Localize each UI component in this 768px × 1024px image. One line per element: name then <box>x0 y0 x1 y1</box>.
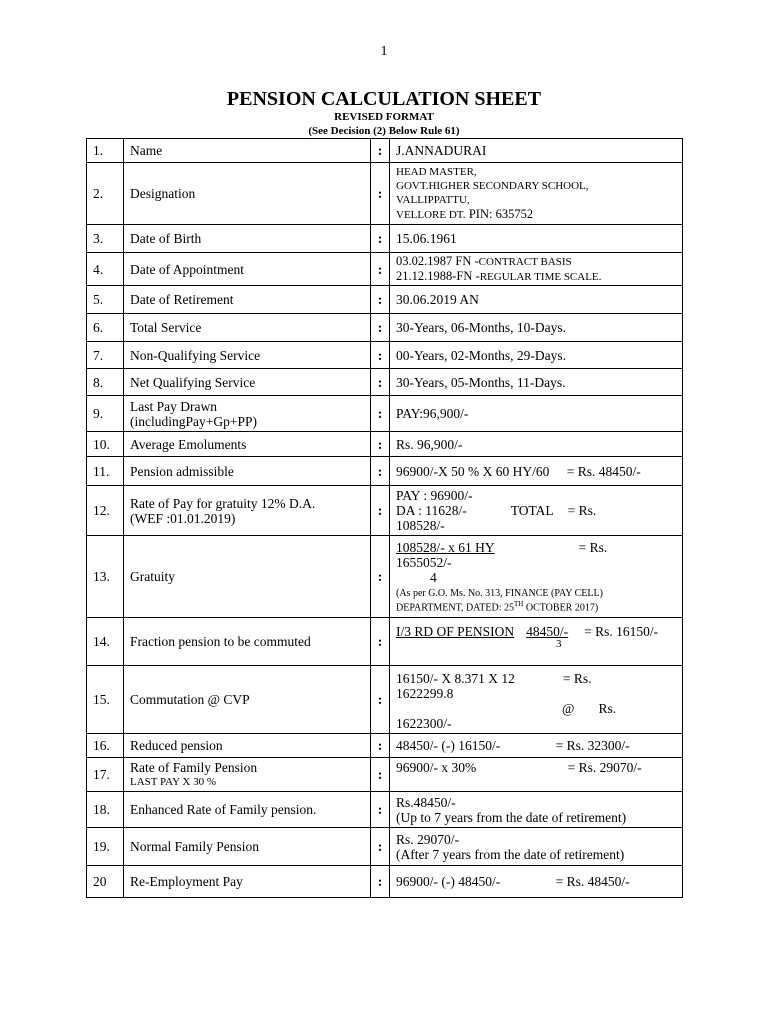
table-row <box>87 828 683 866</box>
row-label: Reduced pension <box>124 734 371 758</box>
value-formula: 96900/- (-) 48450/- <box>396 874 501 889</box>
value-line: @ <box>562 700 575 716</box>
colon: : <box>371 457 390 486</box>
colon: : <box>371 758 390 792</box>
table-row <box>87 225 683 253</box>
colon: : <box>371 792 390 828</box>
row-number: 14. <box>87 618 124 666</box>
row-value: 15.06.1961 <box>390 225 683 253</box>
label-line: Rate of Pay for gratuity 12% D.A. <box>130 495 316 511</box>
table-row <box>87 486 683 536</box>
subtitle: REVISED FORMAT <box>334 111 434 123</box>
value-line: = Rs. <box>567 503 597 518</box>
value-formula: 96900/-X 50 % X 60 HY/60 <box>396 463 550 479</box>
table-row <box>87 342 683 369</box>
value-line: REGULAR TIME SCALE. <box>479 271 602 283</box>
row-label <box>124 486 371 536</box>
colon: : <box>371 342 390 369</box>
value-line: PAY : 96900/- <box>396 488 473 503</box>
row-number: 6. <box>87 314 124 342</box>
row-number: 1. <box>87 139 124 163</box>
value-line: 21.12.1988-FN - <box>396 269 480 283</box>
row-value: Rs. 96,900/- <box>390 432 683 457</box>
row-value: 30.06.2019 AN <box>390 286 683 314</box>
colon: : <box>371 618 390 666</box>
row-label: Date of Retirement <box>124 286 371 314</box>
value-line: 1622300/- <box>396 715 452 731</box>
row-number: 13. <box>87 536 124 618</box>
row-value: 30-Years, 06-Months, 10-Days. <box>390 314 683 342</box>
row-number: 17. <box>87 758 124 792</box>
value-line: TOTAL <box>510 503 554 518</box>
table-row <box>87 536 683 618</box>
table-row <box>87 734 683 758</box>
colon: : <box>371 866 390 898</box>
value-note: (As per G.O. Ms. No. 313, FINANCE (PAY CELL) <box>396 587 603 599</box>
table-row <box>87 666 683 734</box>
row-label: Gratuity <box>124 536 371 618</box>
colon: : <box>371 486 390 536</box>
value-line: VALLIPPATTU, <box>396 194 470 206</box>
row-number: 12. <box>87 486 124 536</box>
value-line: VELLORE DT. <box>396 209 466 221</box>
value-formula: 48450/- (-) 16150/- <box>396 738 501 753</box>
row-number: 4. <box>87 253 124 286</box>
row-value <box>390 163 683 225</box>
value-line: 1655052/- <box>396 554 452 570</box>
table-row <box>87 432 683 457</box>
row-value: J.ANNADURAI <box>390 139 683 163</box>
value-note <box>396 599 676 613</box>
value-line: CONTRACT BASIS <box>478 256 572 268</box>
label-line: (includingPay+Gp+PP) <box>130 413 257 429</box>
value-line: DA : 11628/- <box>396 503 467 518</box>
row-value <box>390 758 683 792</box>
table-row <box>87 253 683 286</box>
page-title: PENSION CALCULATION SHEET <box>226 88 542 110</box>
row-number: 20 <box>87 866 124 898</box>
row-label <box>124 758 371 792</box>
row-label: Name <box>124 139 371 163</box>
row-number: 19. <box>87 828 124 866</box>
row-value <box>390 486 683 536</box>
colon: : <box>371 314 390 342</box>
row-value <box>390 792 683 828</box>
value-line: 108528/- <box>396 518 445 533</box>
value-line: 108528/- x 61 HY <box>396 539 495 555</box>
page-number: 1 <box>380 44 388 59</box>
row-label: Date of Birth <box>124 225 371 253</box>
value-line: PIN: 635752 <box>468 207 534 221</box>
value-result: = Rs. 48450/- <box>555 874 630 889</box>
table-row <box>87 163 683 225</box>
value-note: OCTOBER 2017) <box>525 602 599 614</box>
row-value <box>390 536 683 618</box>
row-number: 15. <box>87 666 124 734</box>
value-line: = Rs. <box>562 670 592 686</box>
value-line: Rs. 29070/- <box>396 831 460 847</box>
label-line: Last Pay Drawn <box>130 398 217 414</box>
colon: : <box>371 828 390 866</box>
row-value <box>390 618 683 666</box>
colon: : <box>371 536 390 618</box>
row-number: 2. <box>87 163 124 225</box>
value-line: Rs.48450/- <box>396 794 456 810</box>
row-number: 8. <box>87 369 124 396</box>
label-line: Rate of Family Pension <box>130 759 258 775</box>
colon: : <box>371 253 390 286</box>
value-line: (After 7 years from the date of retirement) <box>396 846 625 862</box>
value-line: (Up to 7 years from the date of retirement) <box>396 809 627 825</box>
row-value <box>390 253 683 286</box>
value-line: 48450/- <box>526 624 569 639</box>
table-row <box>87 369 683 396</box>
colon: : <box>371 666 390 734</box>
row-label: Pension admissible <box>124 457 371 486</box>
table-row <box>87 866 683 898</box>
value-note: DEPARTMENT, DATED: 25 <box>396 602 515 614</box>
value-line: 1622299.8 <box>396 685 454 701</box>
value-line: 03.02.1987 FN - <box>396 254 479 268</box>
table-row <box>87 396 683 432</box>
row-number: 18. <box>87 792 124 828</box>
row-value: 30-Years, 05-Months, 11-Days. <box>390 369 683 396</box>
table-row <box>87 758 683 792</box>
value-line: HEAD MASTER, <box>396 166 477 178</box>
row-label <box>124 396 371 432</box>
table-row <box>87 139 683 163</box>
value-line: = Rs. 16150/- <box>584 624 659 639</box>
row-label: Enhanced Rate of Family pension. <box>124 792 371 828</box>
pension-table <box>86 138 683 898</box>
row-label: Non-Qualifying Service <box>124 342 371 369</box>
colon: : <box>371 163 390 225</box>
table-row <box>87 457 683 486</box>
row-label: Commutation @ CVP <box>124 666 371 734</box>
row-value <box>390 734 683 758</box>
label-line: LAST PAY X 30 % <box>130 775 216 788</box>
row-value: 00-Years, 02-Months, 29-Days. <box>390 342 683 369</box>
colon: : <box>371 396 390 432</box>
label-line: (WEF :01.01.2019) <box>130 510 236 526</box>
row-label: Normal Family Pension <box>124 828 371 866</box>
colon: : <box>371 432 390 457</box>
row-value <box>390 457 683 486</box>
row-value: PAY:96,900/- <box>390 396 683 432</box>
table-row <box>87 314 683 342</box>
value-result: = Rs. 29070/- <box>567 760 642 775</box>
value-formula: 96900/- x 30% <box>396 760 477 775</box>
row-label: Net Qualifying Service <box>124 369 371 396</box>
colon: : <box>371 139 390 163</box>
subtitle-rule: (See Decision (2) Below Rule 61) <box>308 125 460 137</box>
value-line: 4 <box>430 569 437 585</box>
value-line: 16150/- X 8.371 X 12 <box>396 670 515 686</box>
row-label: Average Emoluments <box>124 432 371 457</box>
table-row <box>87 618 683 666</box>
value-line: I/3 RD OF PENSION <box>396 624 515 639</box>
value-result: = Rs. 48450/- <box>566 463 641 479</box>
row-label: Fraction pension to be commuted <box>124 618 371 666</box>
value-result: = Rs. 32300/- <box>555 738 630 753</box>
value-line: 3 <box>556 638 562 650</box>
value-line: = Rs. <box>578 539 608 555</box>
row-value <box>390 828 683 866</box>
colon: : <box>371 734 390 758</box>
row-label: Designation <box>124 163 371 225</box>
row-label: Date of Appointment <box>124 253 371 286</box>
row-number: 10. <box>87 432 124 457</box>
row-number: 11. <box>87 457 124 486</box>
row-number: 5. <box>87 286 124 314</box>
row-value <box>390 666 683 734</box>
row-label: Total Service <box>124 314 371 342</box>
colon: : <box>371 225 390 253</box>
table-row <box>87 286 683 314</box>
row-value <box>390 866 683 898</box>
value-line: Rs. <box>598 700 617 716</box>
value-note: TH <box>514 599 524 608</box>
value-line: GOVT.HIGHER SECONDARY SCHOOL, <box>396 180 589 192</box>
row-number: 3. <box>87 225 124 253</box>
row-number: 16. <box>87 734 124 758</box>
colon: : <box>371 369 390 396</box>
row-label: Re-Employment Pay <box>124 866 371 898</box>
table-row <box>87 792 683 828</box>
colon: : <box>371 286 390 314</box>
row-number: 7. <box>87 342 124 369</box>
row-number: 9. <box>87 396 124 432</box>
